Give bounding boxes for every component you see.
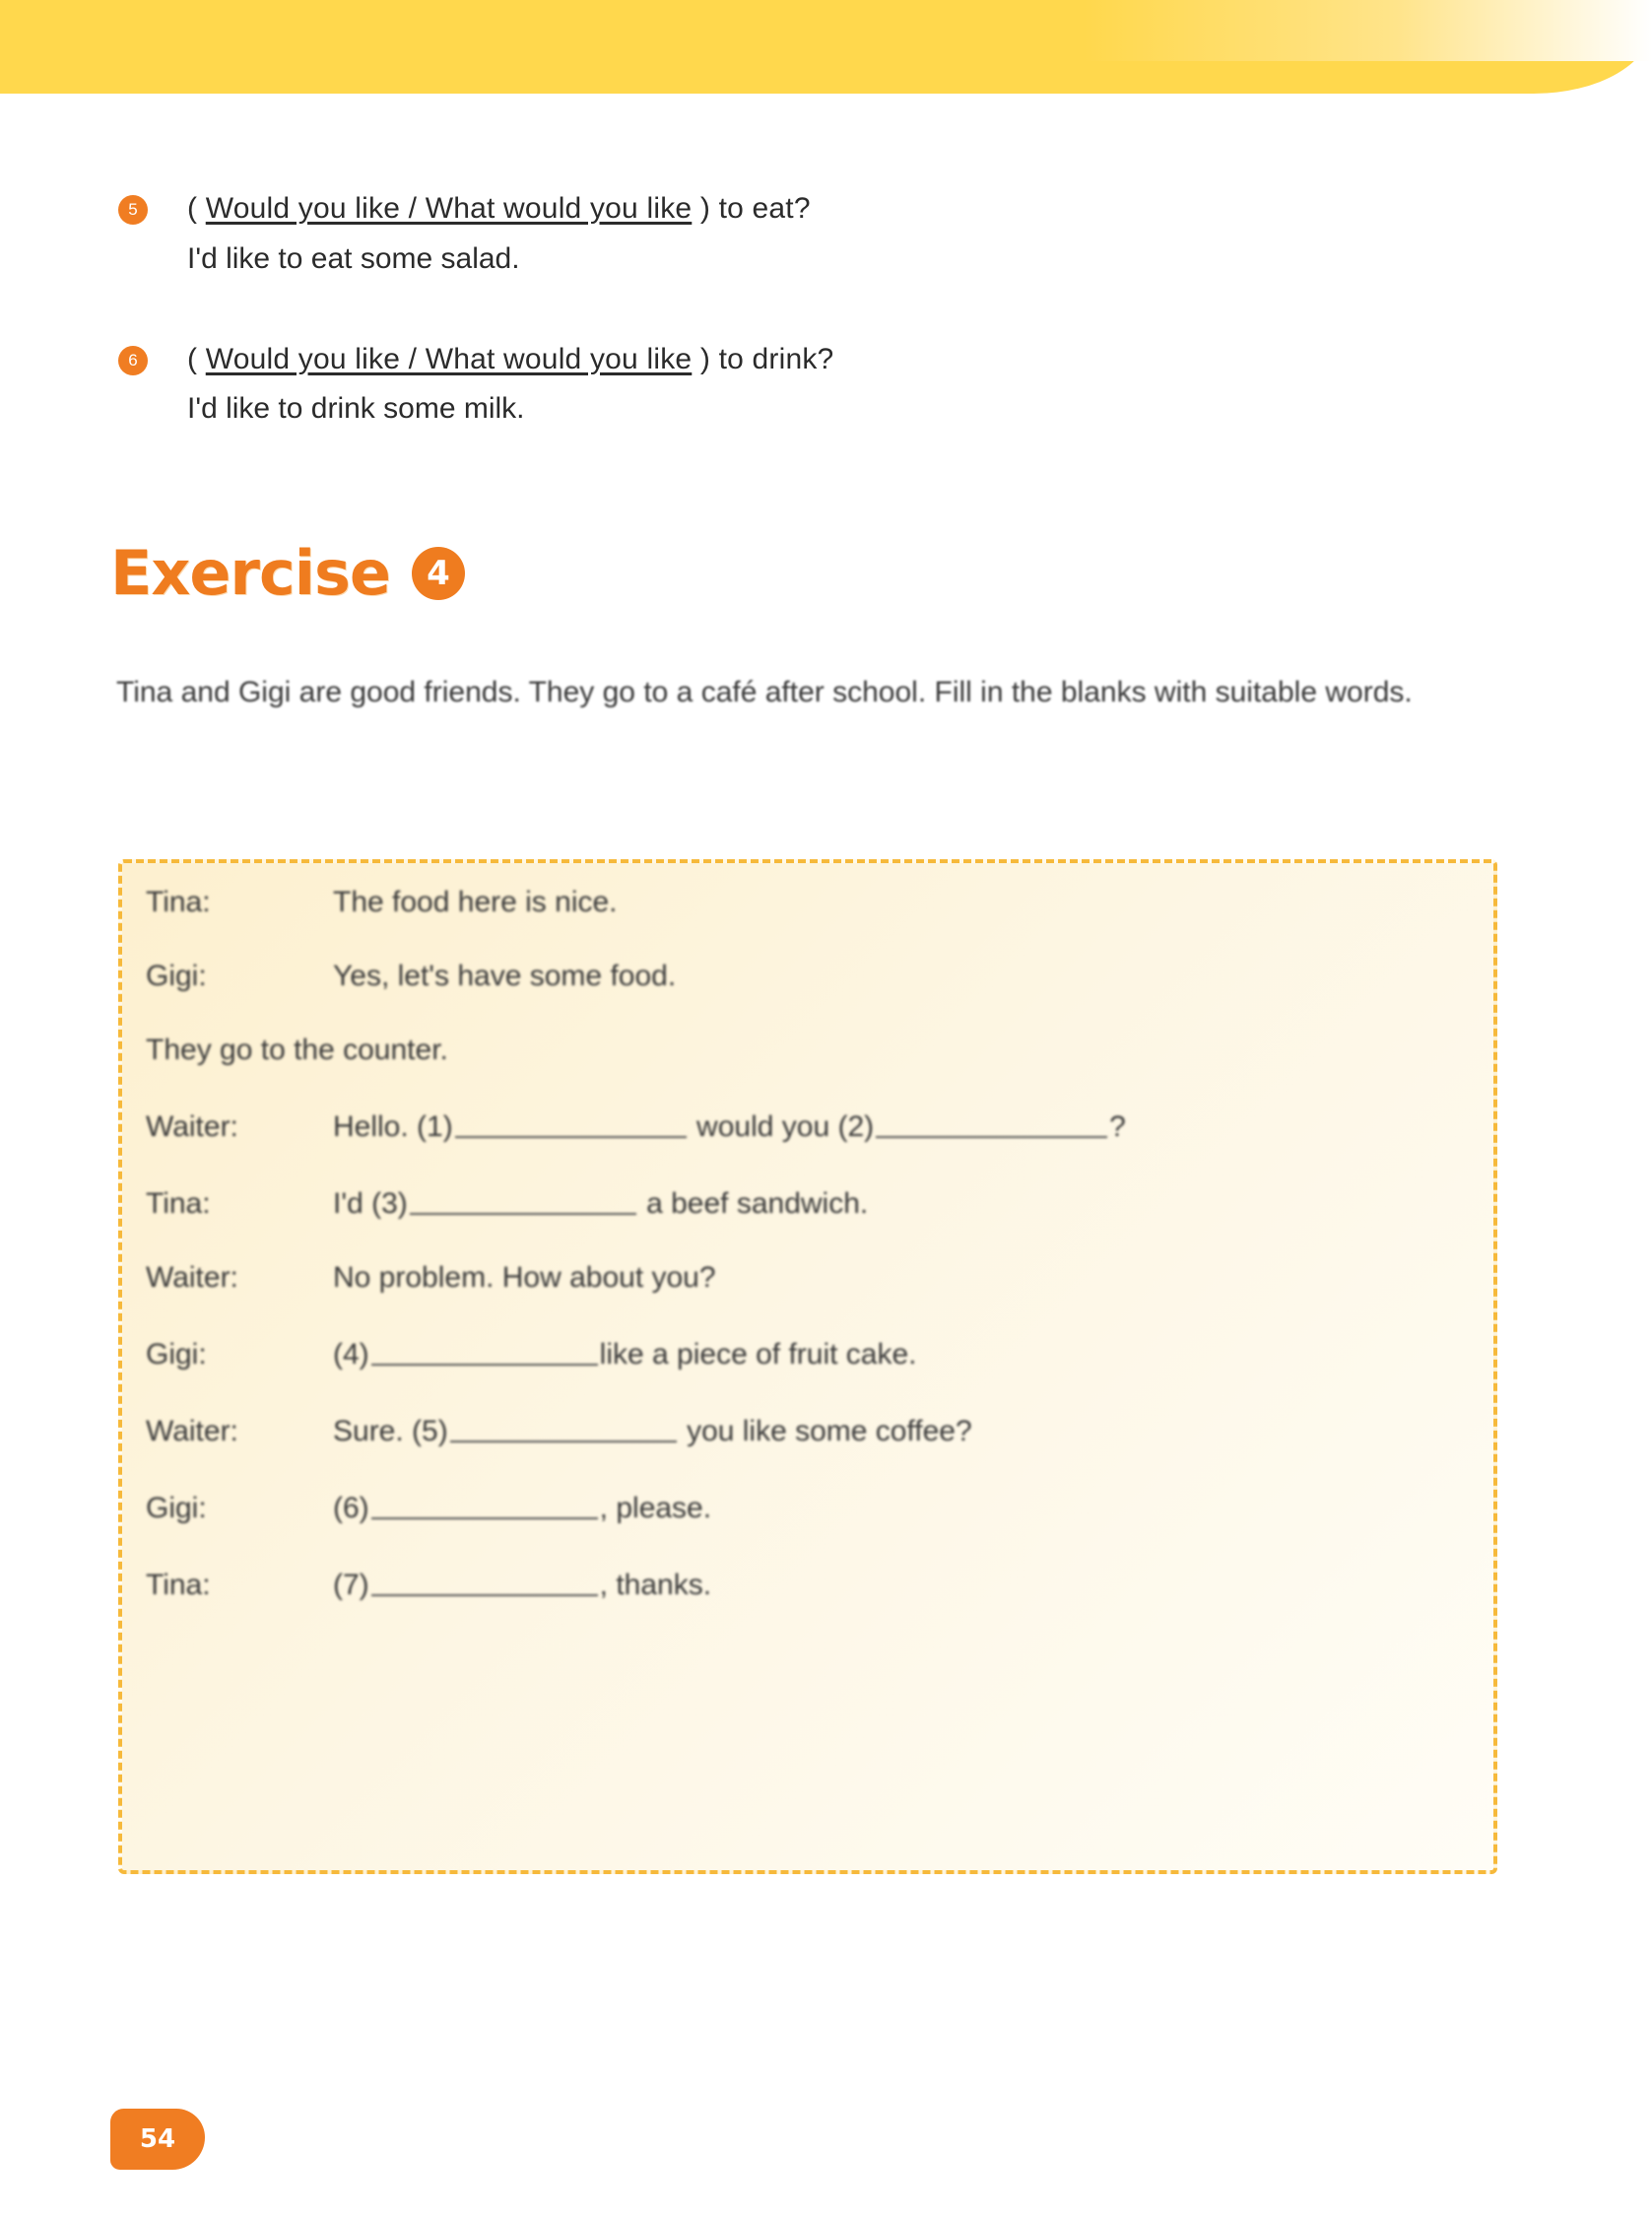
dialogue-text-post: a beef sandwich.: [646, 1187, 869, 1220]
dialogue-text: Yes, let's have some food.: [333, 960, 677, 992]
dialogue-text: [333, 1411, 1470, 1449]
question-prompt-tail: ) to eat?: [699, 192, 811, 225]
dialogue-speaker: Gigi:: [146, 960, 207, 992]
exercise-number-badge: 4: [412, 547, 465, 600]
dialogue-row: [146, 1488, 1470, 1526]
question-list: [118, 187, 1448, 488]
dialogue-text: The food here is nice.: [333, 886, 618, 918]
dialogue-text: No problem. How about you?: [333, 1261, 716, 1294]
question-prompt-tail: ) to drink?: [699, 342, 834, 375]
dialogue-text-post: ?: [1109, 1110, 1126, 1143]
dialogue-text-pre: Hello. (1): [333, 1110, 453, 1143]
answer-blank-7[interactable]: [371, 1565, 598, 1596]
top-banner-fade: [1084, 0, 1652, 61]
answer-blank-4[interactable]: [371, 1334, 598, 1366]
dialogue-speaker: Tina:: [146, 1187, 211, 1220]
dialogue-row: [146, 885, 1470, 920]
dialogue-text: [333, 1334, 1470, 1373]
dialogue-row: [146, 959, 1470, 994]
paren-open: (: [187, 192, 198, 225]
dialogue-text: [333, 1488, 1470, 1526]
dialogue-text-post: like a piece of fruit cake.: [599, 1338, 917, 1371]
dialogue-speaker: Waiter:: [146, 1415, 238, 1447]
dialogue-text-pre: (4): [333, 1338, 369, 1371]
question-choice-options[interactable]: Would you like / What would you like: [205, 192, 693, 225]
dialogue-text-post: you like some coffee?: [687, 1415, 972, 1447]
dialogue-box: [118, 859, 1497, 1874]
dialogue-narration: They go to the counter.: [146, 1034, 448, 1066]
answer-blank-3[interactable]: [410, 1183, 636, 1215]
dialogue-text-post: , thanks.: [599, 1569, 712, 1601]
question-bullet-icon: 5: [118, 195, 148, 225]
answer-blank-1[interactable]: [455, 1107, 687, 1138]
exercise-instructions: Tina and Gigi are good friends. They go to a café after school. Fill in the blanks with suitable words.: [116, 676, 1413, 708]
dialogue-text: [333, 1183, 1470, 1222]
page-number: 54: [110, 2109, 205, 2170]
paren-open: (: [187, 342, 198, 375]
question-bullet-icon: 6: [118, 346, 148, 375]
question-answer: I'd like to eat some salad.: [187, 241, 520, 275]
dialogue-row: [146, 1183, 1470, 1222]
question-item: [118, 338, 1448, 432]
dialogue-row: [146, 1411, 1470, 1449]
exercise-heading: [110, 537, 465, 609]
dialogue-text-mid: would you (2): [696, 1110, 875, 1143]
top-banner: [0, 0, 1652, 94]
dialogue-text-pre: I'd (3): [333, 1187, 408, 1220]
exercise-title: Exercise: [110, 537, 390, 609]
dialogue-speaker: Gigi:: [146, 1338, 207, 1371]
dialogue-row: [146, 1260, 1470, 1296]
dialogue-text: [333, 1107, 1470, 1145]
question-item: [118, 187, 1448, 281]
dialogue-row: [146, 1107, 1470, 1145]
question-body: [187, 338, 1448, 432]
dialogue-speaker: Tina:: [146, 1569, 211, 1601]
dialogue-speaker: Gigi:: [146, 1492, 207, 1524]
dialogue-speaker: Tina:: [146, 886, 211, 918]
dialogue-text-post: , please.: [599, 1492, 712, 1524]
answer-blank-5[interactable]: [450, 1411, 677, 1443]
question-body: [187, 187, 1448, 281]
question-answer: I'd like to drink some milk.: [187, 392, 525, 425]
dialogue-content: [146, 885, 1470, 1848]
dialogue-text-pre: (7): [333, 1569, 369, 1601]
answer-blank-2[interactable]: [876, 1107, 1107, 1138]
answer-blank-6[interactable]: [371, 1488, 598, 1519]
dialogue-text-pre: (6): [333, 1492, 369, 1524]
dialogue-row: [146, 1565, 1470, 1603]
question-prompt: [187, 338, 1448, 381]
dialogue-text-pre: Sure. (5): [333, 1415, 448, 1447]
question-prompt: [187, 187, 1448, 231]
dialogue-speaker: Waiter:: [146, 1261, 238, 1294]
dialogue-row: [146, 1334, 1470, 1373]
dialogue-speaker: Waiter:: [146, 1110, 238, 1143]
dialogue-text: [333, 1565, 1470, 1603]
question-choice-options[interactable]: Would you like / What would you like: [205, 342, 693, 375]
